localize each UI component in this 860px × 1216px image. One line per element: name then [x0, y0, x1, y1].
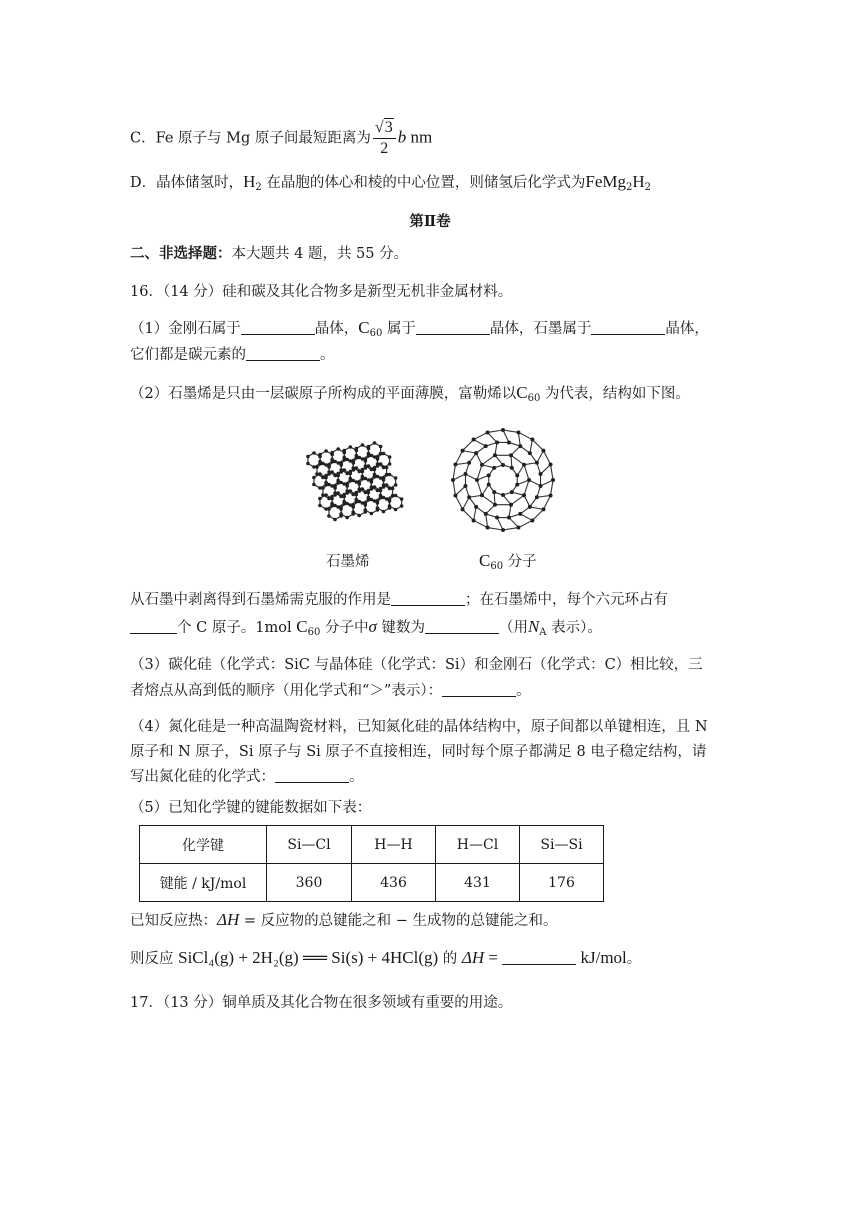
q16-part1-line2 [130, 345, 335, 365]
c60-atom [463, 472, 467, 476]
rx-unit: kJ/mol [576, 948, 627, 967]
p1-d: 属于 [382, 321, 416, 337]
c60-atom [518, 512, 522, 516]
graphene-atom [379, 494, 383, 498]
graphene-atom [318, 472, 322, 476]
c60-bond [488, 432, 498, 442]
formula-h: H [632, 172, 645, 191]
graphene-atom [348, 477, 352, 481]
graphene-atom [336, 491, 340, 495]
answer-blank[interactable] [241, 320, 315, 335]
graphene-atom [342, 449, 346, 453]
graphene-atom [367, 464, 371, 468]
graphene-atom [355, 447, 359, 451]
graphene-atom [400, 497, 404, 501]
part2-heading [130, 244, 408, 264]
graphene-atom [318, 497, 322, 501]
p1-e: 晶体，石墨属于 [489, 321, 592, 337]
graphene-atom [327, 507, 331, 511]
graphene-atom [351, 503, 355, 507]
c60-atom [495, 440, 499, 444]
c60-atom [461, 507, 465, 511]
q16-part1-line1 [130, 318, 709, 339]
graphene-atom [357, 514, 361, 518]
na-symbol: N [527, 617, 540, 636]
q16-part4-line3 [130, 767, 364, 787]
graphene-atom [318, 453, 322, 457]
part2-label: 二、非选择题： [130, 245, 232, 262]
c60-atom [535, 495, 539, 499]
graphene-atom [358, 456, 362, 460]
p1-line2-a: 它们都是碳元素的 [130, 347, 246, 363]
graphene-atom [361, 487, 365, 491]
graphene-atom [342, 468, 346, 472]
graphene-atom [373, 441, 377, 445]
c60-atom [475, 478, 479, 482]
c60-atom [463, 484, 467, 488]
c60-bond [537, 495, 551, 497]
graphene-atom [361, 468, 365, 472]
graphene-atom [345, 458, 349, 462]
q16-part2-question2 [130, 617, 602, 638]
note-a: 已知反应热： [130, 913, 217, 929]
p2-q2-a: 个 C 原子。1mol [177, 620, 297, 636]
c60-atom [515, 473, 519, 477]
q16-part2-line1 [130, 383, 690, 404]
bond-energy-table [139, 825, 604, 902]
table-header-cell: H—H [352, 826, 436, 864]
c60-atom [515, 483, 519, 487]
delta-h-symbol: ΔH [461, 948, 485, 967]
graphene-atom [339, 505, 343, 509]
c60-bond [455, 486, 465, 496]
c60-atom [474, 505, 478, 509]
q16-part3-line2 [130, 681, 531, 701]
graphene-atom [333, 518, 337, 522]
graphene-atom [379, 487, 383, 491]
unit-nm: nm [406, 127, 433, 147]
c60-atom [453, 493, 457, 497]
p3-l2-a: 者熔点从高到低的顺序（用化学式和“＞”表示）： [130, 683, 443, 699]
c60-caption-sub: 60 [490, 561, 504, 572]
option-d-mid: 在晶胞的体心和棱的中心位置，则储氢后化学式为 [261, 175, 586, 191]
c60-bond [530, 507, 544, 510]
table-header-row [140, 826, 604, 864]
table-header-cell: Si—Cl [267, 826, 352, 864]
sigma-symbol: σ [368, 617, 377, 636]
graphene-atom [385, 466, 389, 470]
graphene-atom [333, 484, 337, 488]
graphene-atom [333, 460, 337, 464]
graphene-atom [327, 463, 331, 467]
graphene-atom [315, 465, 319, 469]
c60-bond [530, 440, 533, 454]
answer-blank[interactable] [425, 619, 499, 634]
graphene-atom [330, 458, 334, 462]
c60-caption [479, 550, 537, 571]
part2-text: 本大题共 4 题，共 55 分。 [231, 246, 409, 262]
c60-atom [510, 490, 514, 494]
graphene-atom [388, 455, 392, 459]
graphene-atom [376, 506, 380, 510]
c60-atom [484, 444, 488, 448]
graphene-atom [388, 462, 392, 466]
graphene-atom [318, 460, 322, 464]
table-header-cell: H—Cl [436, 826, 520, 864]
c60-caption-rest: 分子 [503, 554, 537, 570]
graphene-atom [339, 461, 343, 465]
p2-q2-e: 表示）。 [546, 620, 602, 636]
table-row [140, 864, 604, 902]
variable-b: b [397, 127, 407, 147]
graphene-atom [376, 475, 380, 479]
c60-atom [493, 453, 497, 457]
c60-atom [507, 516, 511, 520]
c60-bond [463, 497, 470, 509]
c60-atom [522, 493, 526, 497]
graphene-atom [342, 456, 346, 460]
graphene-atom [348, 489, 352, 493]
graphene-atom [355, 454, 359, 458]
c60-figure [448, 425, 558, 535]
graphene-atom [312, 476, 316, 480]
c60-bond [518, 432, 520, 446]
graphene-atom [370, 454, 374, 458]
q16-part4-line1: （4）氮化硅是一种高温陶瓷材料，已知氮化硅的晶体结构中，原子间都以单键相连，且 N [130, 719, 708, 735]
h2-sub: 2 [255, 182, 262, 193]
graphene-atom [339, 512, 343, 516]
p2-q-a: 从石墨中剥离得到石墨烯需克服的作用是 [130, 592, 391, 608]
reaction-equation-line [130, 948, 641, 969]
c60-sub: 60 [527, 393, 541, 404]
table-header-cell: Si—Si [520, 826, 604, 864]
q16-part3-line1: （3）碳化硅（化学式：SiC 与晶体硅（化学式：Si）和金刚石（化学式：C）相比较，三 [130, 657, 703, 673]
c60-sub: 60 [307, 627, 321, 638]
rx-b: 的 [438, 951, 462, 967]
reaction-equation: SiCl₄(g) + 2H₂(g) ══ Si(s) + 4HCl(g) [178, 948, 439, 967]
c60-atom [522, 463, 526, 467]
answer-blank[interactable] [391, 591, 465, 606]
c60-atom [484, 512, 488, 516]
c60-bond [503, 430, 509, 442]
rx-a: 则反应 [130, 951, 179, 967]
p1-f: 晶体， [665, 321, 709, 337]
graphene-atom [342, 493, 346, 497]
graphene-atom [363, 501, 367, 505]
c60-ring [477, 455, 529, 504]
c60-atom [480, 493, 484, 497]
p2-q2-c2: 键数为 [376, 620, 425, 636]
graphene-atom [324, 481, 328, 485]
c60-bond [474, 440, 486, 447]
c60-bond [455, 463, 469, 465]
graphene-atom [327, 483, 331, 487]
graphene-atom [370, 478, 374, 482]
graphene-atom [345, 482, 349, 486]
c60-bond [453, 474, 465, 480]
c60-atom [528, 451, 532, 455]
p4-l3-b: 。 [349, 769, 364, 785]
c60-atom [527, 478, 531, 482]
note-b: = 反应物的总键能之和 − 生成物的总键能之和。 [239, 913, 558, 929]
c60-atom [535, 461, 539, 465]
graphene-atom [382, 452, 386, 456]
graphene-atom [379, 462, 383, 466]
graphene-atom [361, 475, 365, 479]
graphene-atom [367, 452, 371, 456]
graphene-atom [318, 504, 322, 508]
graphene-atom [367, 496, 371, 500]
graphene-atom [324, 493, 328, 497]
c60-atom [509, 503, 513, 507]
c60-atom [516, 430, 520, 434]
c60-atom [501, 528, 505, 532]
c60-atom [501, 428, 505, 432]
graphene-atom [394, 483, 398, 487]
q16-part2-question1 [130, 590, 668, 610]
na-sub: A [539, 627, 547, 638]
section-title: 第Ⅱ卷 [409, 213, 451, 230]
p2-q-b: ；在石墨烯中，每个六元环占有 [465, 592, 668, 608]
p2-q2-b: 分子中 [320, 620, 369, 636]
q16-part4-line2: 原子和 N 原子，Si 原子与 Si 原子不直接相连，同时每个原子都满足 8 电子稳定结构，请 [130, 744, 707, 760]
table-cell: 176 [520, 864, 604, 902]
graphene-figure [300, 440, 420, 540]
graphene-atom [348, 470, 352, 474]
graphene-atom [391, 487, 395, 491]
graphene-atom [306, 455, 310, 459]
graphene-atom [351, 510, 355, 514]
c60-atom [486, 526, 490, 530]
graphene-atom [373, 485, 377, 489]
graphene-atom [363, 508, 367, 512]
c60-sub: 60 [369, 328, 383, 339]
c60-atom [530, 518, 534, 522]
c60-atom [551, 478, 555, 482]
c60-bond [520, 514, 532, 521]
p1-line2-b: 。 [320, 347, 335, 363]
c60-atom [539, 472, 543, 476]
c60-atom [501, 493, 505, 497]
graphene-atom [388, 504, 392, 508]
c60-atom [528, 505, 532, 509]
graphene-atom [355, 466, 359, 470]
c60-atom [539, 484, 543, 488]
c60-atom [451, 478, 455, 482]
table-header-cell: 化学键 [140, 826, 267, 864]
c60-atom [541, 449, 545, 453]
q17-intro: 17．（13 分）铜单质及其化合物在很多领域有重要的用途。 [130, 995, 513, 1011]
c60-atom [467, 461, 471, 465]
formula-femg: FeMg [585, 172, 627, 191]
graphene-atom [324, 474, 328, 478]
answer-blank[interactable] [502, 950, 576, 965]
graphene-hexagon [390, 496, 402, 510]
p2-a: （2）石墨烯是只由一层碳原子所构成的平面薄膜，富勒烯以 [130, 386, 517, 402]
graphene-atom [327, 514, 331, 518]
c60-atom [492, 466, 496, 470]
graphene-atom [367, 445, 371, 449]
q16-part5: （5）已知化学键的键能数据如下表： [130, 800, 372, 816]
q16-intro: 16．（14 分）硅和碳及其化合物多是新型无机非金属材料。 [130, 284, 513, 300]
graphene-atom [345, 502, 349, 506]
graphene-atom [321, 462, 325, 466]
c60-bond [541, 465, 551, 475]
graphene-atom [357, 500, 361, 504]
graphene-atom [388, 473, 392, 477]
p2-q2-d: （用 [498, 620, 528, 636]
option-c [130, 118, 432, 159]
c60-atom [467, 495, 471, 499]
graphene-caption: 石墨烯 [326, 554, 370, 570]
graphene-atom [324, 449, 328, 453]
c60-atom [518, 444, 522, 448]
graphene-atom [382, 476, 386, 480]
graphene-atom [351, 479, 355, 483]
graphene-atom [388, 497, 392, 501]
c60-atom [541, 507, 545, 511]
rx-c: = [484, 948, 503, 967]
c60-ring [453, 430, 553, 530]
formula-mg-sub: 2 [626, 182, 633, 193]
graphene-atom [312, 483, 316, 487]
graphene-atom [385, 483, 389, 487]
graphene-atom [364, 457, 368, 461]
graphene-atom [351, 459, 355, 463]
graphene-atom [382, 510, 386, 514]
graphene-hexagon [308, 453, 320, 467]
graphene-atom [361, 443, 365, 447]
answer-blank[interactable] [416, 320, 490, 335]
answer-blank[interactable] [275, 768, 349, 783]
graphene-atom [330, 495, 334, 499]
graphene-atom [342, 500, 346, 504]
p1-a: （1）金刚石属于 [130, 321, 241, 337]
c60-atom [501, 463, 505, 467]
answer-blank[interactable] [246, 346, 320, 361]
graphene-atom [376, 499, 380, 503]
c60-caption-c: C [479, 551, 491, 570]
graphene-atom [370, 498, 374, 502]
c60-ring [489, 465, 518, 495]
c60-atom [507, 440, 511, 444]
c60-bond [474, 507, 477, 521]
c60-bond [537, 451, 544, 463]
c60-atom [495, 516, 499, 520]
c60-atom [453, 463, 457, 467]
c60-bond [463, 451, 477, 454]
c60-formula: C [516, 383, 528, 402]
answer-blank[interactable] [442, 682, 516, 697]
graphene-atom [376, 455, 380, 459]
answer-blank[interactable] [591, 320, 665, 335]
graphene-atom [339, 481, 343, 485]
h2-formula: H [243, 172, 256, 191]
graphene-atom [336, 447, 340, 451]
graphene-atom [394, 494, 398, 498]
graphene-atom [354, 498, 358, 502]
delta-h-symbol: ΔH [217, 910, 240, 929]
c60-atom [530, 438, 534, 442]
graphene-atom [364, 477, 368, 481]
graphene-atom [333, 504, 337, 508]
p1-b: 晶体， [314, 321, 359, 337]
graphene-atom [357, 480, 361, 484]
graphene-atom [330, 451, 334, 455]
c60-atom [472, 518, 476, 522]
c60-atom [549, 463, 553, 467]
c60-atom [510, 466, 514, 470]
c60-formula: C [296, 617, 308, 636]
c60-bond [486, 514, 488, 528]
c60-atom [509, 453, 513, 457]
p2-b: 为代表，结构如下图。 [540, 386, 690, 402]
graphene-atom [345, 516, 349, 520]
graphene-atom [367, 489, 371, 493]
graphene-atom [373, 466, 377, 470]
c60-atom [549, 493, 553, 497]
graphene-atom [306, 462, 310, 466]
table-cell: 360 [267, 864, 352, 902]
option-d-prefix: D．晶体储氢时， [130, 175, 244, 191]
rx-end: 。 [626, 951, 642, 967]
c60-bond [541, 480, 553, 486]
c60-atom [472, 438, 476, 442]
c60-atom [480, 463, 484, 467]
p3-l2-b: 。 [516, 683, 531, 699]
c60-bond [509, 518, 519, 528]
c60-atom [474, 451, 478, 455]
c60-atom [487, 483, 491, 487]
graphene-atom [394, 508, 398, 512]
c60-formula: C [358, 318, 370, 337]
graphene-atom [330, 502, 334, 506]
graphene-atom [354, 491, 358, 495]
c60-atom [516, 526, 520, 530]
table-cell: 436 [352, 864, 436, 902]
c60-atom [493, 503, 497, 507]
c60-atom [492, 490, 496, 494]
c60-atom [486, 430, 490, 434]
graphene-atom [330, 470, 334, 474]
table-row-label: 键能 / kJ/mol [140, 864, 267, 902]
c60-atom [487, 473, 491, 477]
option-d [130, 172, 651, 193]
c60-bond [497, 518, 503, 530]
formula-h-sub: 2 [644, 182, 652, 193]
graphene-atom [336, 479, 340, 483]
graphene-atom [312, 451, 316, 455]
c60-atom [461, 449, 465, 453]
graphene-atom [336, 472, 340, 476]
p4-l3-a: 写出氮化硅的化学式： [130, 769, 275, 785]
graphene-atom [370, 512, 374, 516]
answer-blank[interactable] [130, 619, 177, 634]
sqrt3-over-2-fraction: $\frac{√3}{2}$ [373, 118, 396, 159]
graphene-atom [394, 476, 398, 480]
graphene-atom [379, 445, 383, 449]
graphene-atom [400, 504, 404, 508]
graphene-atom [349, 445, 353, 449]
graphene-atom [382, 496, 386, 500]
table-cell: 431 [436, 864, 520, 902]
graphene-atom [373, 473, 377, 477]
graphene-atom [321, 486, 325, 490]
reaction-heat-note [130, 910, 558, 931]
option-c-text: C．Fe 原子与 Mg 原子间最短距离为 [130, 130, 371, 147]
